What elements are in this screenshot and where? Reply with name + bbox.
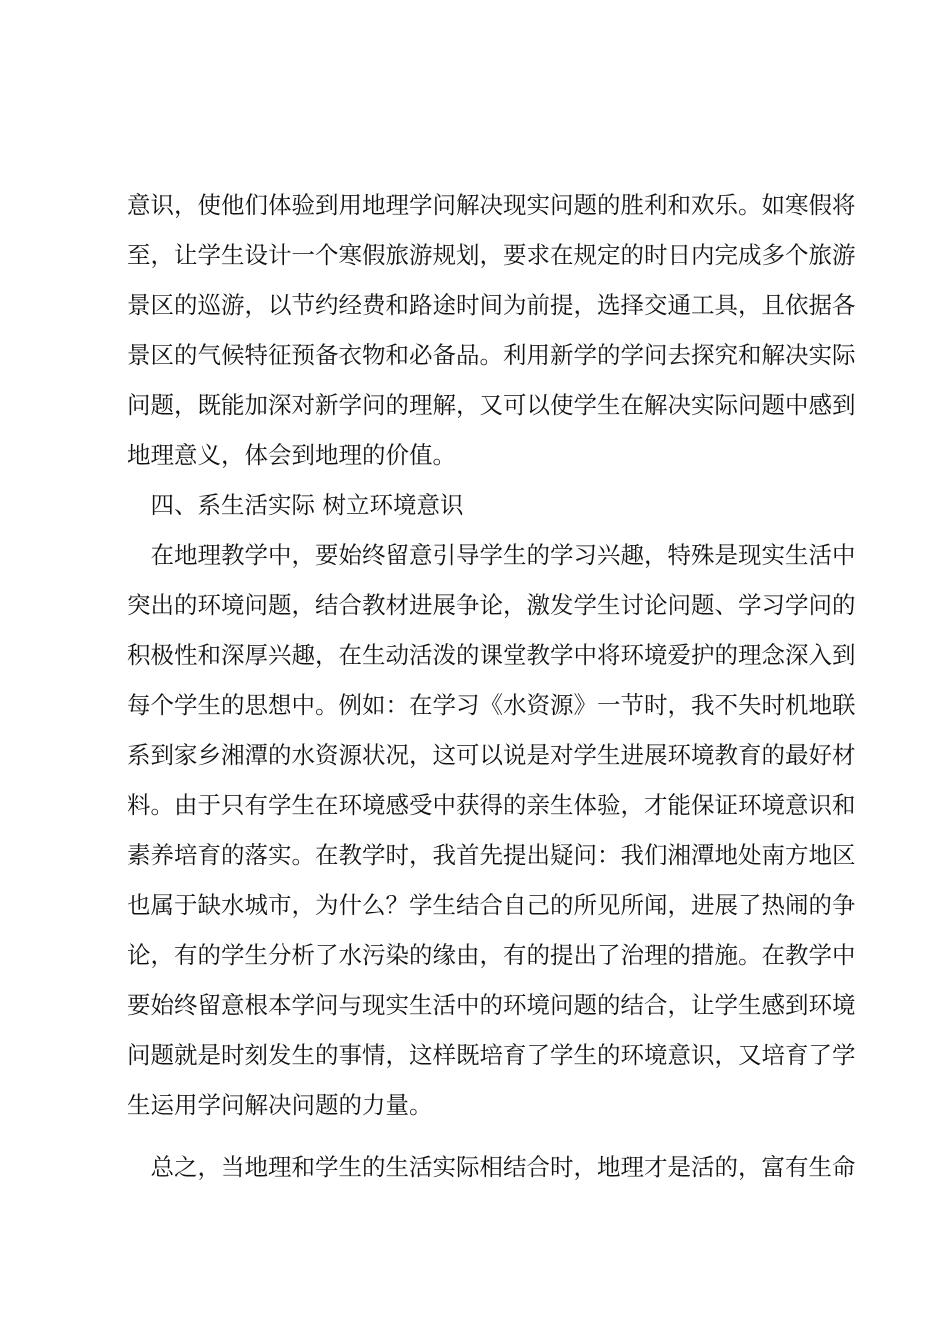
paragraph-line: 景区的巡游，以节约经费和路途时间为前提，选择交通工具，且依据各 [127,291,856,319]
section-heading: 四、系生活实际 树立环境意识 [127,491,464,519]
paragraph-line: 要始终留意根本学问与现实生活中的环境问题的结合，让学生感到环境 [127,991,856,1019]
body-text [127,180,856,1192]
paragraph-line: 也属于缺水城市，为什么？学生结合自己的所见所闻，进展了热闹的争 [127,891,856,919]
paragraph-line: 论，有的学生分析了水污染的缘由，有的提出了治理的措施。在教学中 [127,941,856,969]
paragraph-line: 地理意义，体会到地理的价值。 [127,441,456,469]
paragraph-line: 问题就是时刻发生的事情，这样既培育了学生的环境意识，又培育了学 [127,1041,856,1069]
paragraph-line: 意识，使他们体验到用地理学问解决现实问题的胜利和欢乐。如寒假将 [127,191,856,219]
paragraph-line: 至，让学生设计一个寒假旅游规划，要求在规定的时日内完成多个旅游 [127,241,856,269]
paragraph-line: 在地理教学中，要始终留意引导学生的学习兴趣，特殊是现实生活中 [127,541,856,569]
paragraph-line: 景区的气候特征预备衣物和必备品。利用新学的学问去探究和解决实际 [127,341,856,369]
paragraph-line: 料。由于只有学生在环境感受中获得的亲生体验，才能保证环境意识和 [127,791,856,819]
paragraph-line: 素养培育的落实。在教学时，我首先提出疑问：我们湘潭地处南方地区 [127,841,856,869]
paragraph-line: 每个学生的思想中。例如：在学习《水资源》一节时，我不失时机地联 [127,691,856,719]
paragraph-line: 积极性和深厚兴趣，在生动活泼的课堂教学中将环境爱护的理念深入到 [127,641,856,669]
paragraph-line: 总之，当地理和学生的生活实际相结合时，地理才是活的，富有生命 [127,1153,856,1181]
paragraph-line: 问题，既能加深对新学问的理解，又可以使学生在解决实际问题中感到 [127,391,856,419]
paragraph-line: 突出的环境问题，结合教材进展争论，激发学生讨论问题、学习学问的 [127,591,856,619]
paragraph-line: 生运用学问解决问题的力量。 [127,1091,433,1119]
paragraph-gap [127,1130,832,1142]
paragraph-line: 系到家乡湘潭的水资源状况，这可以说是对学生进展环境教育的最好材 [127,741,856,769]
